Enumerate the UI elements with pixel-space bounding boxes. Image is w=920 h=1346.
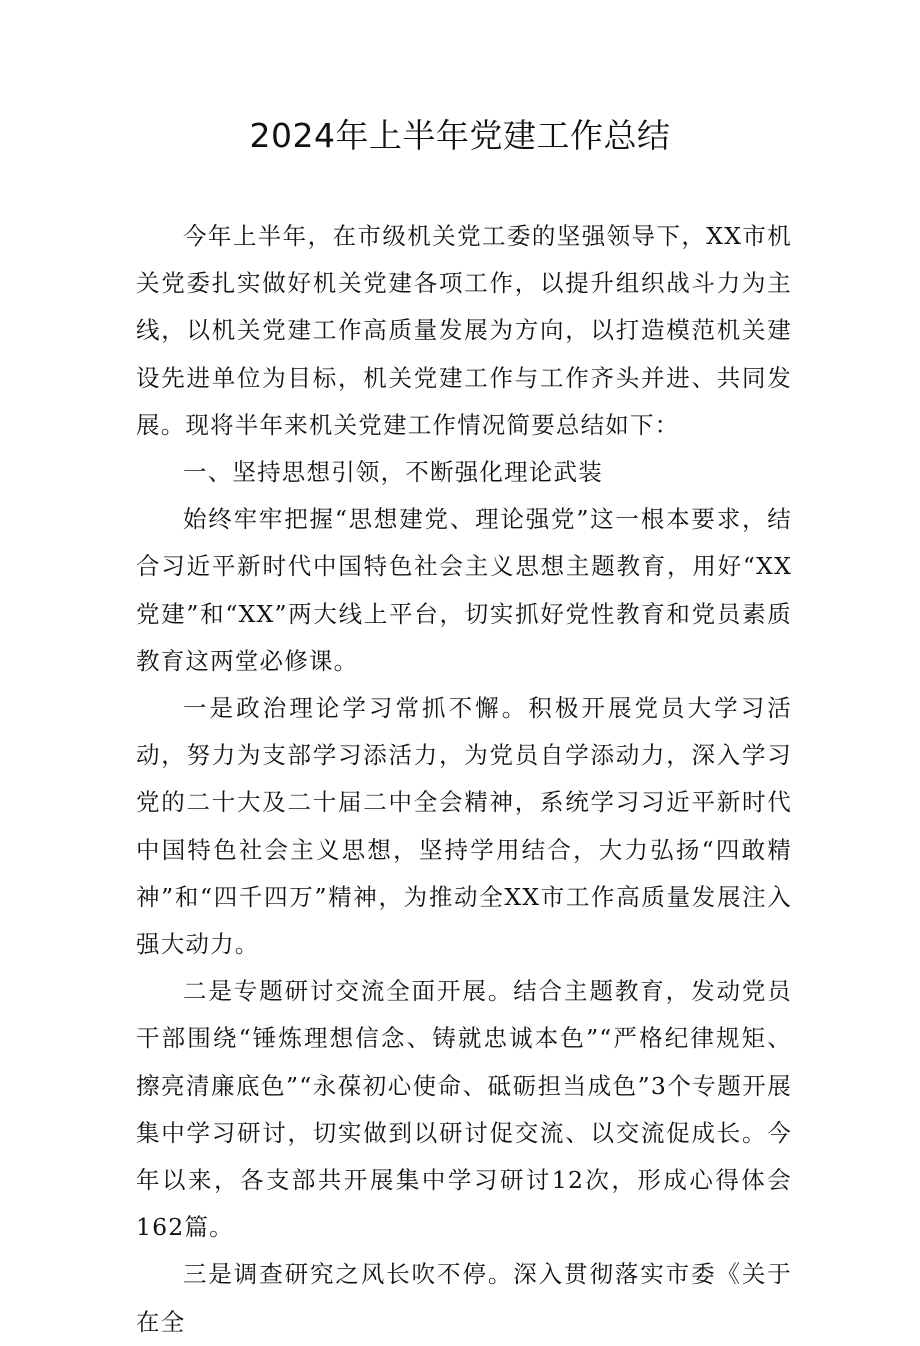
paragraph-investigation-research: 三是调查研究之风长吹不停。深入贯彻落实市委《关于在全	[136, 1260, 792, 1336]
paragraph-thematic-discussion: 二是专题研讨交流全面开展。结合主题教育，发动党员干部围绕“锤炼理想信念、铸就忠诚本色”“严格纪律规矩、擦亮清廉底色”“永葆初心使命、砥砺担当成色”3个专题开展集中学习研讨，切实做到以研讨促交流、以交流促成长。今年以来，各支部共开展集中学习研讨12次，形成心得体会162篇。	[136, 977, 792, 1242]
paragraph-theory-study: 一是政治理论学习常抓不懈。积极开展党员大学习活动，努力为支部学习添活力，为党员自学添动力，深入学习党的二十大及二十届二中全会精神，系统学习习近平新时代中国特色社会主义思想，坚持学用结合，大力弘扬“四敢精神”和“四千四万”精神，为推动全XX市工作高质量发展注入强大动力。	[136, 694, 792, 959]
section-heading-1: 一、坚持思想引领，不断强化理论武装	[183, 458, 603, 487]
document-title: 2024年上半年党建工作总结	[249, 116, 671, 155]
document-body	[136, 213, 792, 1346]
paragraph-intro: 今年上半年，在市级机关党工委的坚强领导下，XX市机关党委扎实做好机关党建各项工作，以提升组织战斗力为主线，以机关党建工作高质量发展为方向，以打造模范机关建设先进单位为目标，机关党建工作与工作齐头并进、共同发展。现将半年来机关党建工作情况简要总结如下：	[136, 222, 792, 439]
paragraph-section-1-overview: 始终牢牢把握“思想建党、理论强党”这一根本要求，结合习近平新时代中国特色社会主义思想主题教育，用好“XX党建”和“XX”两大线上平台，切实抓好党性教育和党员素质教育这两堂必修课。	[136, 505, 792, 675]
